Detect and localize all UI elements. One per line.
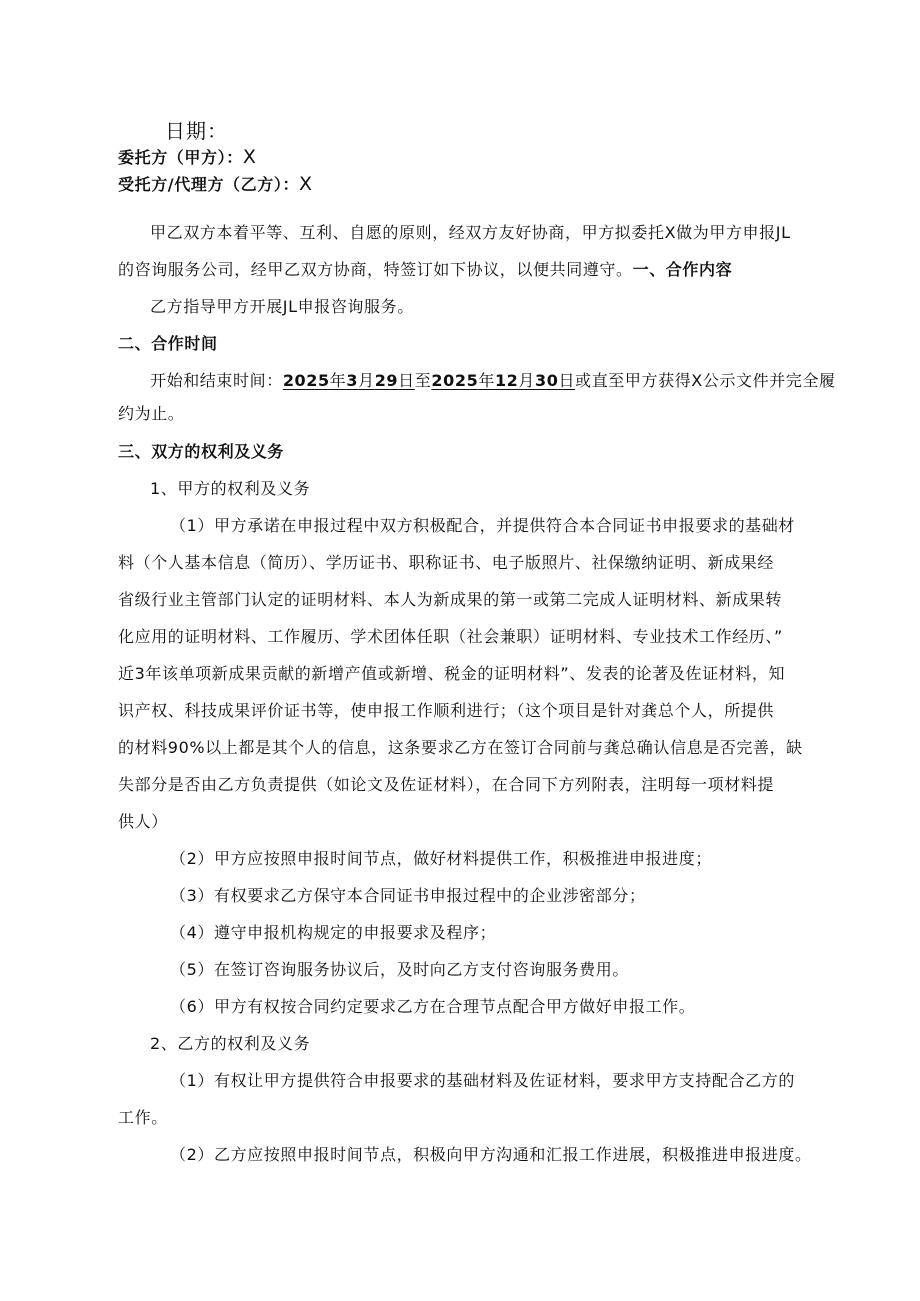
item-1-1-line: 失部分是否由乙方负责提供（如论文及佐证材料），在合同下方列附表，注明每一项材料提 — [118, 775, 775, 794]
item-2-2: （2）乙方应按照申报时间节点，积极向甲方沟通和汇报工作进展，积极推进申报进度。 — [170, 1145, 812, 1164]
item-1-1-line: 的材料90%以上都是其个人的信息，这条要求乙方在签订合同前与龚总确认信息是否完善，缺 — [118, 738, 803, 757]
item-1-1-line: 料（个人基本信息（简历）、学历证书、职称证书、电子版照片、社保缴纳证明、新成果经 — [118, 553, 775, 572]
start-day: 29 — [374, 371, 399, 390]
section-3-2-title: 2、乙方的权利及义务 — [150, 1034, 311, 1053]
section-3-1-title: 1、甲方的权利及义务 — [150, 479, 311, 498]
item-1-1-line: 识产权、科技成果评价证书等，使申报工作顺利进行；（这个项目是针对龚总个人，所提供 — [118, 701, 775, 720]
item-1-4: （4）遵守申报机构规定的申报要求及程序； — [170, 923, 497, 942]
item-1-1-line: （1）甲方承诺在申报过程中双方积极配合，并提供符合本合同证书申报要求的基础材 — [170, 516, 795, 535]
item-1-1-line: 供人） — [118, 812, 168, 831]
start-month: 3 — [346, 371, 359, 390]
item-2-1-line-1: （1）有权让甲方提供符合申报要求的基础材料及佐证材料，要求甲方支持配合乙方的 — [170, 1071, 795, 1090]
item-1-6: （6）甲方有权按合同约定要求乙方在合理节点配合甲方做好申报工作。 — [170, 997, 696, 1016]
section-1-title: 一、合作内容 — [632, 260, 733, 279]
end-date — [431, 371, 575, 390]
item-1-5: （5）在签订咨询服务协议后，及时向乙方支付咨询服务费用。 — [170, 960, 629, 979]
start-year-char: 年 — [329, 371, 347, 390]
section-2-body-line-2: 约为止。 — [118, 404, 185, 423]
intro-line-2-text: 的咨询服务公司，经甲乙双方协商，特签订如下协议，以便共同遵守。 — [118, 260, 633, 279]
item-1-3: （3）有权要求乙方保守本合同证书申报过程中的企业涉密部分； — [170, 886, 646, 905]
to-label: 至 — [414, 371, 432, 390]
section-2-title: 二、合作时间 — [118, 334, 218, 353]
start-month-char: 月 — [358, 371, 375, 390]
time-label: 开始和结束时间： — [150, 371, 283, 390]
intro-line-2 — [118, 260, 818, 280]
principal-line — [118, 147, 818, 168]
start-date — [283, 371, 415, 390]
intro-line-1: 甲乙双方本着平等、互利、自愿的原则，经双方友好协商，甲方拟委托X做为甲方申报JL — [150, 223, 791, 242]
agent-line — [118, 174, 818, 195]
section-2-body-line-1 — [150, 371, 850, 391]
end-day: 30 — [535, 371, 559, 390]
section-3-title: 三、双方的权利及义务 — [118, 442, 285, 461]
principal-value: X — [242, 146, 257, 168]
agent-value: X — [299, 173, 313, 195]
time-suffix: 或直至甲方获得X公示文件并完全履 — [575, 371, 836, 390]
item-1-2: （2）甲方应按照申报时间节点，做好材料提供工作，积极推进申报进度； — [170, 849, 712, 868]
end-month: 12 — [494, 371, 519, 390]
item-1-1-line: 化应用的证明材料、工作履历、学术团体任职（社会兼职）证明材料、专业技术工作经历、” — [118, 627, 783, 646]
end-day-char: 日 — [558, 371, 576, 390]
date-label: 日期： — [165, 119, 228, 143]
start-day-char: 日 — [398, 371, 415, 390]
start-year: 2025 — [282, 371, 330, 390]
section-1-body: 乙方指导甲方开展JL申报咨询服务。 — [150, 297, 414, 316]
end-year: 2025 — [431, 371, 479, 390]
item-1-1-line: 近3年该单项新成果贡献的新增产值或新增、税金的证明材料”、发表的论著及佐证材料，知 — [118, 664, 786, 683]
agent-label: 受托方/代理方（乙方）： — [118, 175, 300, 194]
item-1-1-line: 省级行业主管部门认定的证明材料、本人为新成果的第一或第二完成人证明材料、新成果转 — [118, 590, 783, 609]
principal-label: 委托方（甲方）： — [118, 148, 243, 167]
item-2-1-line-2: 工作。 — [118, 1108, 168, 1127]
end-year-char: 年 — [478, 371, 495, 390]
end-month-char: 月 — [518, 371, 536, 390]
